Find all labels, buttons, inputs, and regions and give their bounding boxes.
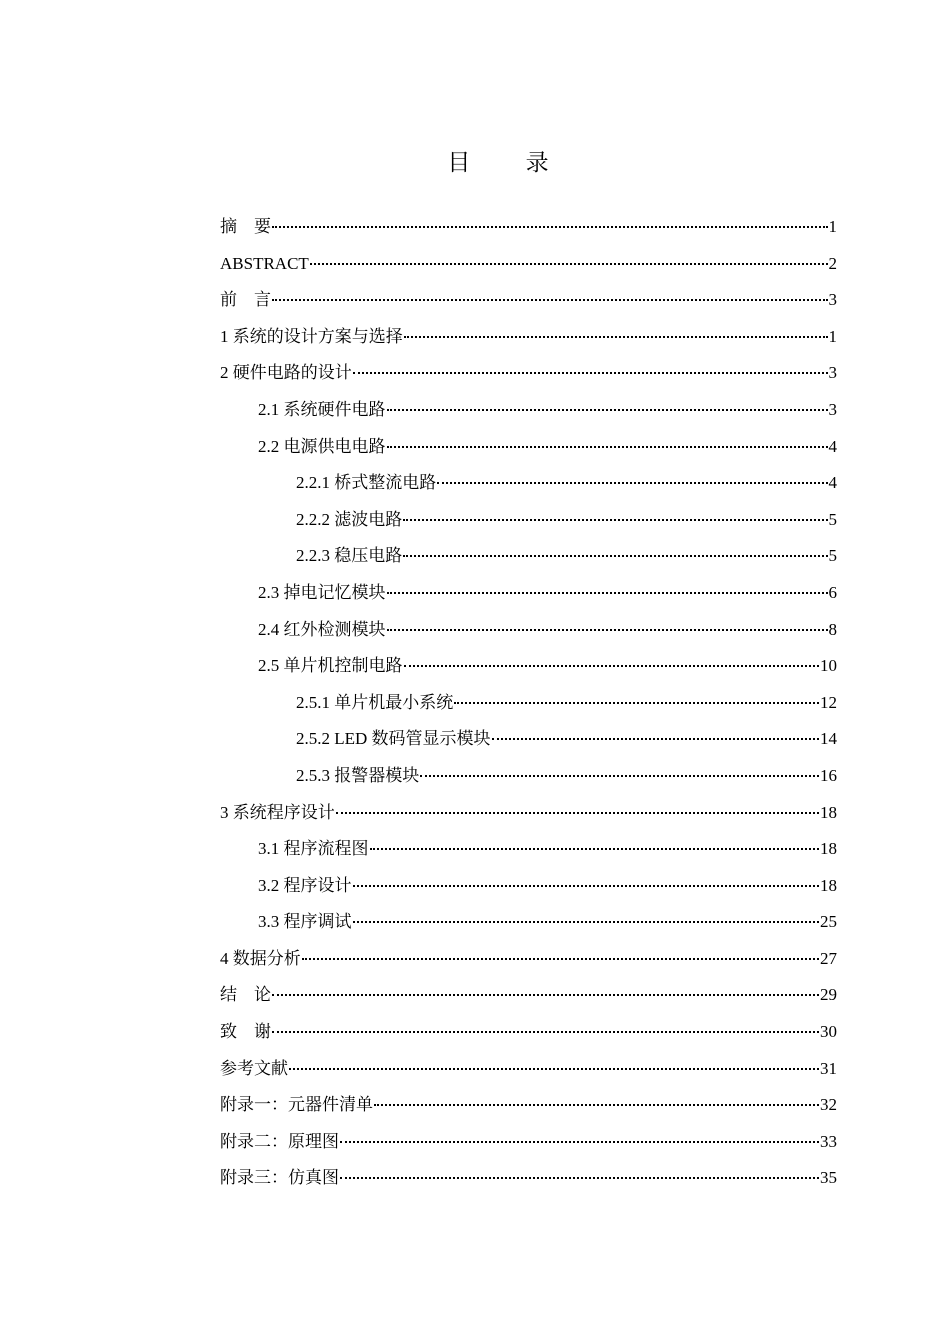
toc-entry-label: 2.5 单片机控制电路 [258,656,403,676]
toc-dot-leader [310,263,828,265]
toc-entry[interactable] [220,1129,837,1166]
toc-dot-leader [336,812,819,814]
toc-entry-label: 2.2 电源供电电路 [258,436,386,456]
toc-dot-leader [289,1068,819,1070]
toc-entry-label: 2.4 红外检测模块 [258,619,386,639]
toc-dot-leader [353,372,828,374]
toc-dot-leader [420,775,819,777]
toc-entry[interactable] [220,653,837,690]
toc-entry-label: 2.2.1 桥式整流电路 [296,473,437,493]
toc-entry-page-number: 1 [828,326,837,346]
toc-entry-label: 2.2.2 滤波电路 [296,509,403,529]
toc-dot-leader [387,446,828,448]
toc-entry[interactable] [220,946,837,983]
toc-entry-label: 2.1 系统硬件电路 [258,399,386,419]
toc-entry-page-number: 10 [820,656,837,676]
toc-entry[interactable] [220,763,837,800]
toc-entry[interactable] [220,617,837,654]
toc-entry-page-number: 5 [828,509,837,529]
toc-entry[interactable] [220,287,837,324]
toc-entry[interactable] [220,1019,837,1056]
toc-entry-page-number: 27 [820,948,837,968]
toc-entry-label: 附录三：仿真图 [220,1168,339,1188]
toc-dot-leader [370,848,820,850]
toc-entry-label: 2 硬件电路的设计 [220,363,352,383]
toc-entry[interactable] [220,434,837,471]
toc-entry-label: 3.3 程序调试 [258,912,352,932]
toc-dot-leader [387,629,828,631]
toc-entry[interactable] [220,360,837,397]
toc-dot-leader [353,885,820,887]
toc-entry[interactable] [220,726,837,763]
toc-entry-label: 前 言 [220,290,271,310]
toc-dot-leader [404,336,828,338]
toc-entry-page-number: 12 [820,692,837,712]
toc-dot-leader [272,226,828,228]
toc-entry-page-number: 3 [828,399,837,419]
toc-entry-label: 3 系统程序设计 [220,802,335,822]
toc-entry[interactable] [220,1056,837,1093]
toc-dot-leader [302,958,819,960]
toc-entry-page-number: 4 [828,436,837,456]
table-of-contents [220,214,837,1202]
toc-entry-page-number: 33 [820,1131,837,1151]
toc-dot-leader [374,1104,819,1106]
toc-entry-page-number: 4 [828,473,837,493]
toc-entry-page-number: 8 [828,619,837,639]
page-title: 目 录 [447,150,573,176]
toc-dot-leader [387,409,828,411]
toc-entry-page-number: 1 [828,217,837,236]
toc-entry[interactable] [220,543,837,580]
toc-dot-leader [340,1177,819,1179]
toc-entry-page-number: 30 [820,1022,837,1042]
toc-entry[interactable] [220,507,837,544]
toc-entry-page-number: 18 [820,875,837,895]
toc-entry-label: 2.3 掉电记忆模块 [258,582,386,602]
toc-dot-leader [340,1141,819,1143]
toc-entry-label: 摘 要 [220,217,271,236]
toc-entry-label: 4 数据分析 [220,948,301,968]
toc-dot-leader [492,738,819,740]
toc-entry[interactable] [220,690,837,727]
toc-entry-page-number: 5 [828,546,837,566]
toc-dot-leader [387,592,828,594]
toc-entry-page-number: 14 [820,729,837,749]
toc-entry-label: ABSTRACT [220,253,309,273]
toc-entry-label: 参考文献 [220,1058,288,1078]
toc-dot-leader [272,1031,819,1033]
toc-entry[interactable] [220,214,837,251]
toc-entry-label: 致 谢 [220,1022,271,1042]
toc-entry-page-number: 18 [820,802,837,822]
toc-entry-label: 3.2 程序设计 [258,875,352,895]
toc-entry-label: 2.5.1 单片机最小系统 [296,692,454,712]
toc-entry-page-number: 32 [820,1095,837,1115]
toc-entry-label: 3.1 程序流程图 [258,839,369,859]
toc-entry[interactable] [220,909,837,946]
toc-entry[interactable] [220,470,837,507]
toc-entry-label: 结 论 [220,985,271,1005]
toc-dot-leader [272,994,819,996]
toc-entry-label: 2.5.3 报警器模块 [296,765,420,785]
toc-entry-label: 附录一：元器件清单 [220,1095,373,1115]
toc-entry-page-number: 16 [820,765,837,785]
toc-entry-label: 2.5.2 LED 数码管显示模块 [296,729,491,749]
toc-entry-page-number: 35 [820,1168,837,1188]
toc-entry[interactable] [220,1092,837,1129]
toc-entry[interactable] [220,982,837,1019]
toc-entry[interactable] [220,873,837,910]
toc-dot-leader [272,299,828,301]
toc-entry[interactable] [220,397,837,434]
toc-entry-page-number: 2 [828,253,837,273]
toc-entry[interactable] [220,324,837,361]
toc-entry-page-number: 6 [828,582,837,602]
toc-entry-page-number: 3 [828,363,837,383]
toc-entry-label: 1 系统的设计方案与选择 [220,326,403,346]
toc-entry-page-number: 25 [820,912,837,932]
toc-entry-page-number: 29 [820,985,837,1005]
toc-entry[interactable] [220,251,837,288]
toc-dot-leader [403,555,827,557]
toc-entry-page-number: 3 [828,290,837,310]
toc-entry-label: 2.2.3 稳压电路 [296,546,403,566]
toc-entry[interactable] [220,800,837,837]
toc-entry[interactable] [220,836,837,873]
toc-dot-leader [353,921,820,923]
toc-entry-label: 附录二：原理图 [220,1131,339,1151]
toc-entry[interactable] [220,1165,837,1202]
toc-entry-page-number: 18 [820,839,837,859]
toc-entry-page-number: 31 [820,1058,837,1078]
toc-entry[interactable] [220,580,837,617]
toc-dot-leader [437,482,827,484]
toc-dot-leader [404,665,820,667]
toc-dot-leader [403,519,827,521]
toc-dot-leader [454,702,819,704]
